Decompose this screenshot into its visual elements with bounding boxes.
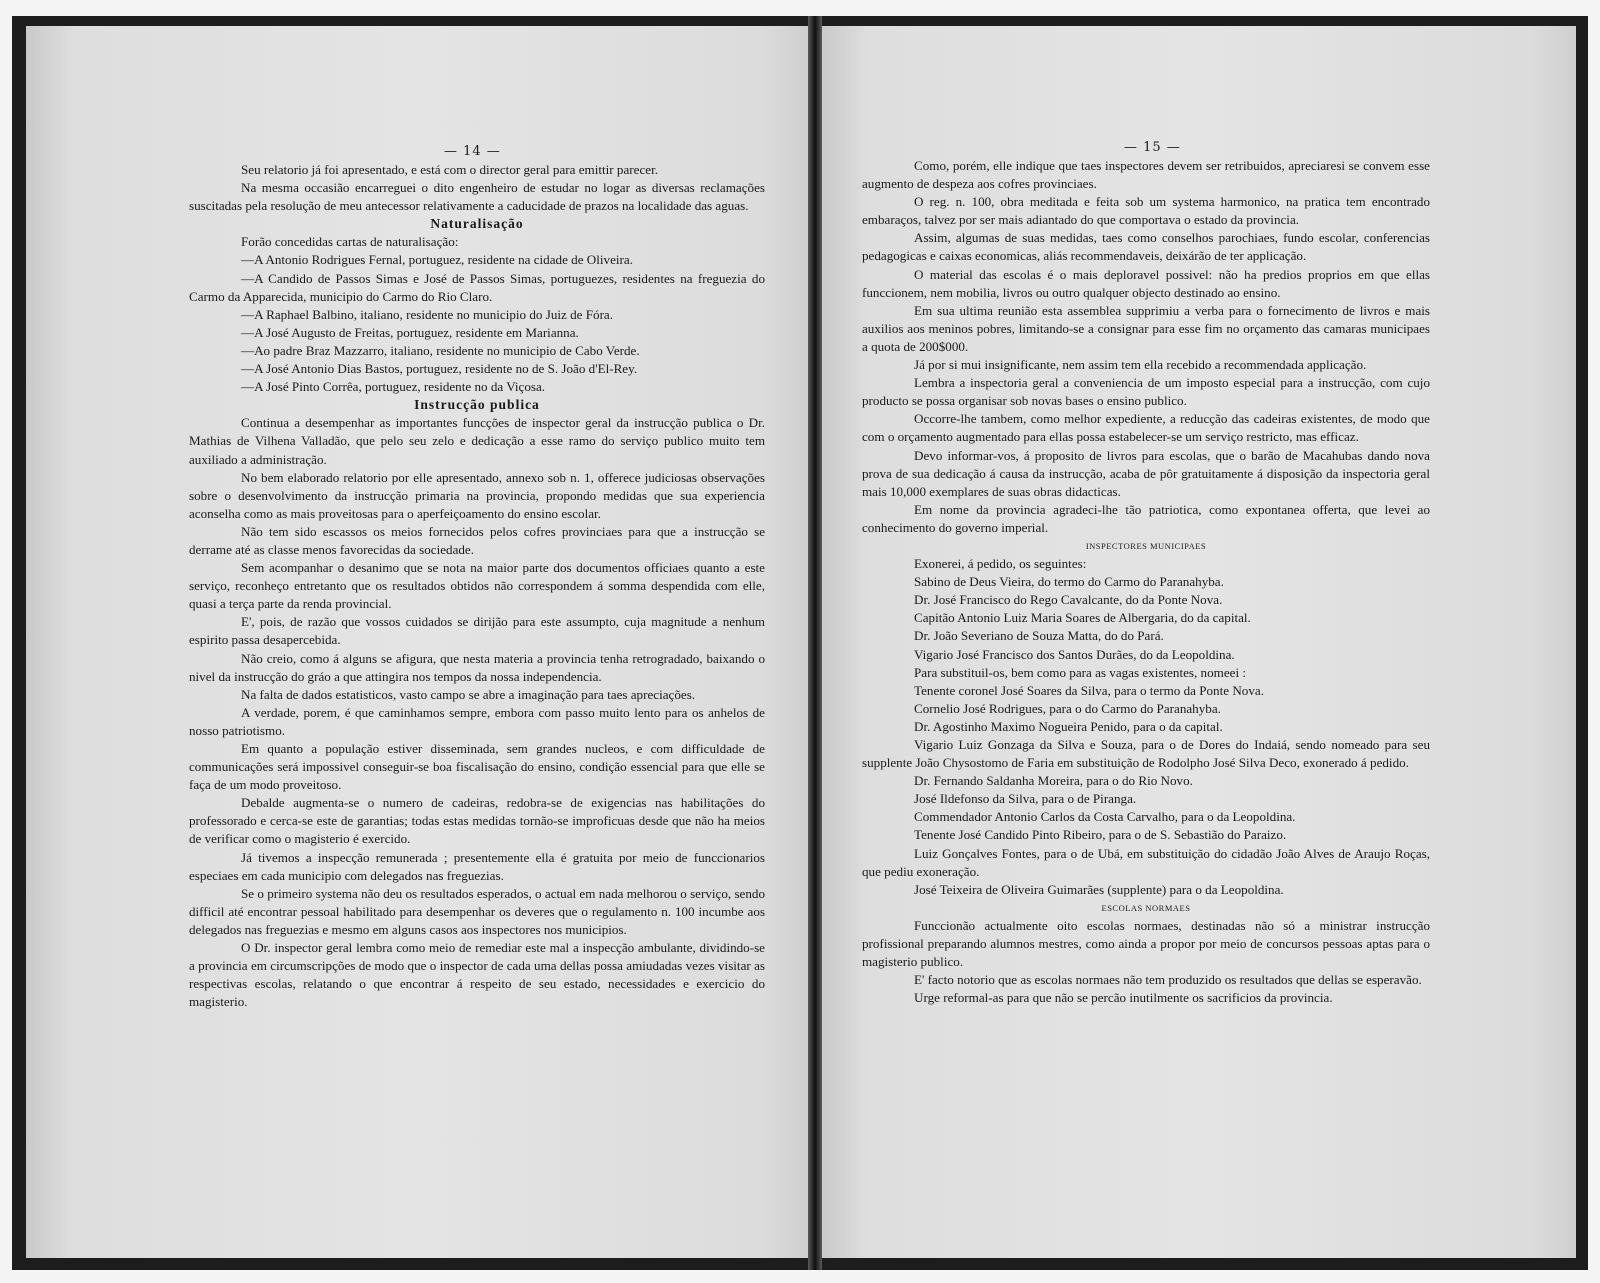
list-item: Capitão Antonio Luiz Maria Soares de Albergaria, do da capital. [914,610,1251,626]
paragraph: Na falta de dados estatisticos, vasto campo se abre a imaginação para taes apreciações. [241,686,696,702]
naturalisacao-list [189,251,765,396]
paragraph: Occorre-lhe tambem, como melhor expediente, a reducção das cadeiras existentes, de modo que com o orçamento augmentado para ellas possa estabelecer-se um serviço restricto, mas efficaz. [862,411,1430,445]
left-page [26,26,808,1258]
section-heading-instruccao: Instrucção publica [414,397,540,413]
section-heading-inspectores: INSPECTORES MUNICIPAES [1085,540,1207,551]
paragraph: Assim, algumas de suas medidas, taes como conselhos parochiaes, fundo escolar, conferencias pedagogicas e caixas economicas, aliás recommendaveis, deixárão de ter applicação. [862,230,1430,264]
list-item: Dr. José Francisco do Rego Cavalcante, do da Ponte Nova. [914,592,1223,608]
list-item: —A Antonio Rodrigues Fernal, portuguez, residente na cidade de Oliveira. [241,252,633,268]
list-item: Dr. Fernando Saldanha Moreira, para o do Rio Novo. [914,773,1193,789]
paragraph: Lembra a inspectoria geral a conveniencia de um imposto especial para a instrucção, com cujo producto se possa organisar sob novas bases o ensino publico. [862,375,1430,409]
paragraph: Como, porém, elle indique que taes inspectores devem ser retribuidos, apreciaresi se convem esse augmento de despeza aos cofres provinciaes. [862,158,1430,192]
list-item: Dr. João Severiano de Souza Matta, do do Pará. [914,628,1164,644]
paragraph: Continua a desempenhar as importantes funcções de inspector geral da instrucção publica o Dr. Mathias de Vilhena Valladão, que pelo seu zelo e dedicação a esse ramo do serviço publico muito tem auxiliado a administração. [189,415,765,467]
paragraph: Não tem sido escassos os meios fornecidos pelos cofres provinciaes para que a instrucção se derrame até as classe menos favorecidas da sociedade. [189,523,765,557]
paragraph: O Dr. inspector geral lembra como meio de remediar este mal a inspecção ambulante, dividindo-se a provincia em circumscripções de modo que o inspector de cada uma dellas possa amiudadas vezes visitar as respectivas escolas, relatando o que encontrar á respeito de seu estado, necessidades e exercicio do magisterio. [189,940,765,1010]
list-item: —A Candido de Passos Simas e José de Passos Simas, portuguezes, residentes na freguezia do Carmo da Apparecida, municipio do Carmo do Rio Claro. [189,270,765,304]
paragraph: Debalde augmenta-se o numero de cadeiras, redobra-se de exigencias nas habilitações do professorado e cerca-se este de garantias; todas estas medidas tornão-se improficuas desde que não ha meios de verificar como o magisterio é exercido. [189,795,765,847]
paragraph: Na mesma occasião encarreguei o dito engenheiro de estudar no logar as diversas reclamações suscitadas pela resolução de meu antecessor relativamente a caducidade de prazos na localidade das aguas. [189,180,765,214]
list-item: Para substituil-os, bem como para as vagas existentes, nomeei : [914,664,1246,680]
list-item: Tenente coronel José Soares da Silva, para o termo da Ponte Nova. [914,682,1264,698]
paragraph: Funccionão actualmente oito escolas normaes, destinadas não só a ministrar instrucção profissional preparando alumnos mestres, como ainda a propor por meio de concursos pessoas aptas para o magisterio publico. [862,917,1430,970]
book-gutter [808,16,822,1270]
list-item: Tenente José Candido Pinto Ribeiro, para o de S. Sebastião do Paraizo. [914,827,1287,843]
list-item: —A José Augusto de Freitas, portuguez, residente em Marianna. [241,324,579,340]
list-item: José Teixeira de Oliveira Guimarães (supplente) para o da Leopoldina. [914,881,1284,897]
list-item: Luiz Gonçalves Fontes, para o de Ubá, em substituição do cidadão João Alves de Araujo Roças, que pediu exoneração. [862,845,1430,879]
page-number: — 14 — [444,144,501,159]
paragraph: Não creio, como á alguns se afigura, que nesta materia a provincia tenha retrogradado, baixando o nivel da instrucção do gráo a que attingira nos tempos da nossa independencia. [189,650,765,684]
inspectores-list [862,555,1430,899]
paragraph: Devo informar-vos, á proposito de livros para escolas, que o barão de Macahubas dando nova prova de sua dedicação á causa da instrucção, acaba de pôr gratuitamente á disposição da inspectoria geral mais 10,000 exemplares de suas obras didacticas. [862,447,1430,499]
right-page [822,26,1576,1258]
list-item: —A Raphael Balbino, italiano, residente no municipio do Juiz de Fóra. [241,306,614,322]
list-item: Exonerei, á pedido, os seguintes: [914,556,1087,572]
list-item: Cornelio José Rodrigues, para o do Carmo do Paranahyba. [914,700,1221,716]
paragraph: Seu relatorio já foi apresentado, e está com o director geral para emittir parecer. [241,162,658,177]
paragraph: Urge reformal-as para que não se percão inutilmente os sacrificios da provincia. [914,990,1333,1006]
page-number: — 15 — [1124,140,1181,155]
paragraph: Já tivemos a inspecção remunerada ; presentemente ella é gratuita por meio de funccionarios especiaes em cada municipio com delegados nas freguezias. [189,849,765,883]
paragraph: E', pois, de razão que vossos cuidados se dirijão para este assumpto, cuja magnitude a nenhum espirito passa desapercebida. [189,614,765,648]
list-item: Dr. Agostinho Maximo Nogueira Penido, para o da capital. [914,718,1223,734]
paragraph: A verdade, porem, é que caminhamos sempre, embora com passo muito lento para os anhelos de nosso patriotismo. [189,704,765,738]
paragraph: No bem elaborado relatorio por elle apresentado, annexo sob n. 1, offerece judiciosas observações sobre o desenvolvimento da instrucção primaria na provincia, propondo medidas que sua experiencia aconselha como as mais proveitosas para o aperfeiçoamento do ensino escolar. [189,469,765,521]
list-item: Vigario José Francisco dos Santos Durães, do da Leopoldina. [914,646,1235,662]
book-spread [12,16,1588,1270]
section-heading-escolas: ESCOLAS NORMAES [1101,902,1191,913]
paragraph: E' facto notorio que as escolas normaes não tem produzido os resultados que dellas se esperavão. [914,972,1422,988]
paragraph: Forão concedidas cartas de naturalisação: [241,234,459,250]
list-item: —Ao padre Braz Mazzarro, italiano, residente no municipio de Cabo Verde. [241,342,640,358]
paragraph: O material das escolas é o mais deploravel possivel: não ha predios proprios em que ellas funccionem, nem mobilia, livros ou outro qualquer objecto destinado ao ensino. [862,266,1430,300]
paragraph: Sem acompanhar o desanimo que se nota na maior parte dos documentos officiaes quanto a este serviço, reconheço entretanto que os resultados obtidos não correspondem á somma despendida com elle, quasi a terça parte da renda provincial. [189,560,765,612]
left-page-text [189,161,765,1011]
list-item: —A José Antonio Dias Bastos, portuguez, residente no de S. João d'El-Rey. [241,361,638,377]
paragraph: Já por si mui insignificante, nem assim tem ella recebido a recommendada applicação. [914,357,1367,373]
list-item: Vigario Luiz Gonzaga da Silva e Souza, para o de Dores do Indaiá, sendo nomeado para seu supplente João Chysostomo de Faria em substituição de Rodolpho José Silva Deco, exonerado á pedido. [862,737,1430,771]
list-item: José Ildefonso da Silva, para o de Piranga. [914,791,1137,807]
section-heading-naturalisacao: Naturalisação [430,216,524,232]
paragraph: O reg. n. 100, obra meditada e feita sob um systema harmonico, na pratica tem encontrado embaraços, talvez por ser mais adiantado do que comportava o estado da provincia. [862,194,1430,228]
paragraph: Se o primeiro systema não deu os resultados esperados, o actual em nada melhorou o serviço, sendo difficil até encontrar pessoal habilitado para desempenhar os deveres que o regulamento n. 100 incumbe aos delegados nas freguezias e mesmo em alguns casos aos inspectores nos municipios. [189,885,765,937]
list-item: —A José Pinto Corrêa, portuguez, residente no da Viçosa. [241,379,546,395]
paragraph: Em sua ultima reunião esta assemblea supprimiu a verba para o fornecimento de livros e mais auxilios aos meninos pobres, limitando-se a consignar para esse fim no orçamento das camaras municipaes a quota de 200$000. [862,302,1430,354]
list-item: Commendador Antonio Carlos da Costa Carvalho, para o da Leopoldina. [914,809,1296,825]
list-item: Sabino de Deus Vieira, do termo do Carmo do Paranahyba. [914,574,1224,590]
right-page-text [862,157,1430,1007]
paragraph: Em nome da provincia agradeci-lhe tão patriotica, como expontanea offerta, que levei ao conhecimento do governo imperial. [862,501,1430,535]
paragraph: Em quanto a população estiver disseminada, sem grandes nucleos, e com difficuldade de communicações será impossivel conseguir-se boa fiscalisação do ensino, condição essencial para que elle se faça de um modo proveitoso. [189,741,765,793]
